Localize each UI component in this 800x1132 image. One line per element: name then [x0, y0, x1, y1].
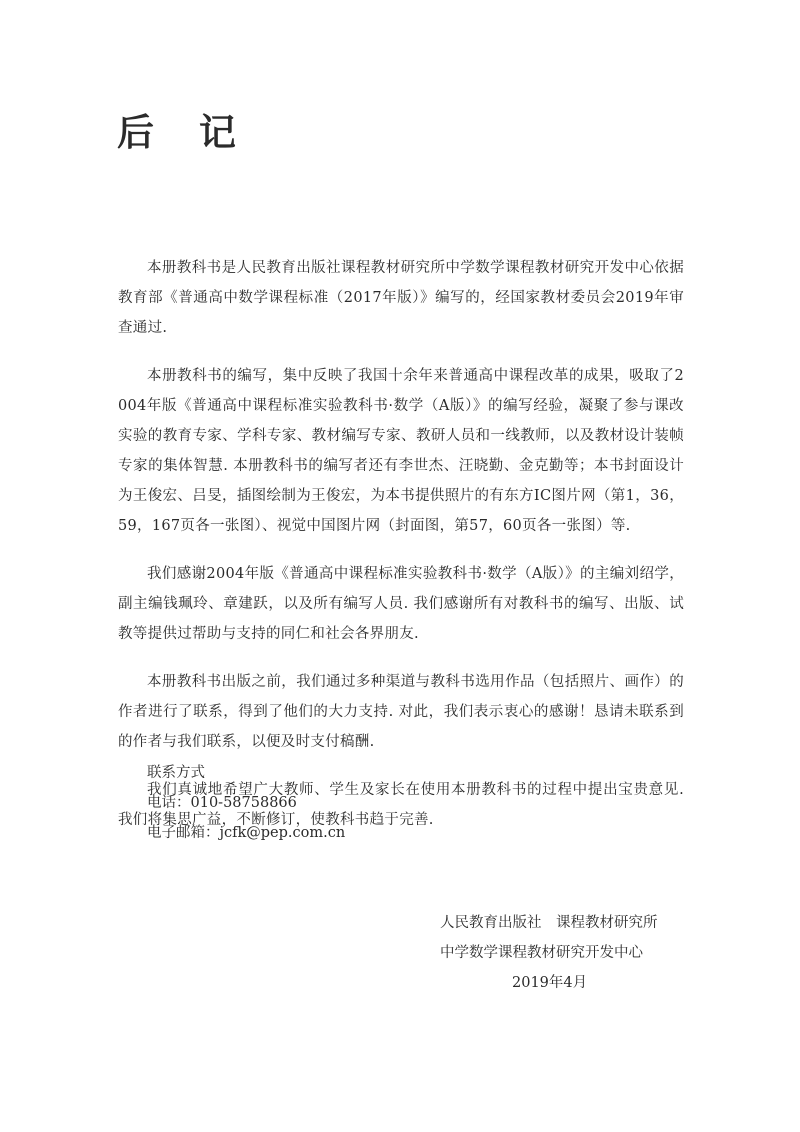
- paragraph-acknowledgements: 我们感谢2004年版《普通高中课程标准实验教科书·数学（A版）》的主编刘绍学，副主编钱珮玲、章建跃，以及所有编写人员. 我们感谢所有对教科书的编写、出版、试教等提供过帮助与支持的同仁和社会各界朋友.: [118, 566, 684, 642]
- signature-publisher: 人民教育出版社 课程教材研究所: [440, 915, 658, 931]
- contact-email: 电子邮箱：jcfk@pep.com.cn: [147, 825, 346, 841]
- signature-date: 2019年4月: [512, 975, 588, 991]
- paragraph-intro: 本册教科书是人民教育出版社课程教材研究所中学数学课程教材研究开发中心依据教育部《普通高中数学课程标准（2017年版）》编写的，经国家教材委员会2019年审查通过.: [118, 260, 684, 336]
- contact-phone: 电话：010-58758866: [147, 795, 297, 811]
- contact-heading: 联系方式: [147, 765, 205, 781]
- contact-info: [147, 758, 345, 848]
- signature-center: 中学数学课程教材研究开发中心: [440, 945, 643, 961]
- paragraph-authors: 本册教科书的编写，集中反映了我国十余年来普通高中课程改革的成果，吸取了2004年版《普通高中课程标准实验教科书·数学（A版）》的编写经验，凝聚了参与课改实验的教育专家、学科专家、教材编写专家、教研人员和一线教师，以及教材设计装帧专家的集体智慧. 本册教科书的编写者还有李世杰、汪晓勤、金克勤等；本书封面设计为王俊宏、吕旻，插图绘制为王俊宏，为本书提供照片的有东方IC图片网（第1，36，59，167页各一张图）、视觉中国图片网（封面图，第57，60页各一张图）等.: [118, 368, 684, 534]
- paragraph-copyright: 本册教科书出版之前，我们通过多种渠道与教科书选用作品（包括照片、画作）的作者进行了联系，得到了他们的大力支持. 对此，我们表示衷心的感谢！恳请未联系到的作者与我们联系，以便及时支付稿酬.: [118, 674, 684, 750]
- publisher-signature: [440, 908, 700, 998]
- paragraph-feedback: 我们真诚地希望广大教师、学生及家长在使用本册教科书的过程中提出宝贵意见. 我们将集思广益，不断修订，使教科书趋于完善.: [118, 782, 684, 828]
- page-title: 后 记: [117, 111, 252, 154]
